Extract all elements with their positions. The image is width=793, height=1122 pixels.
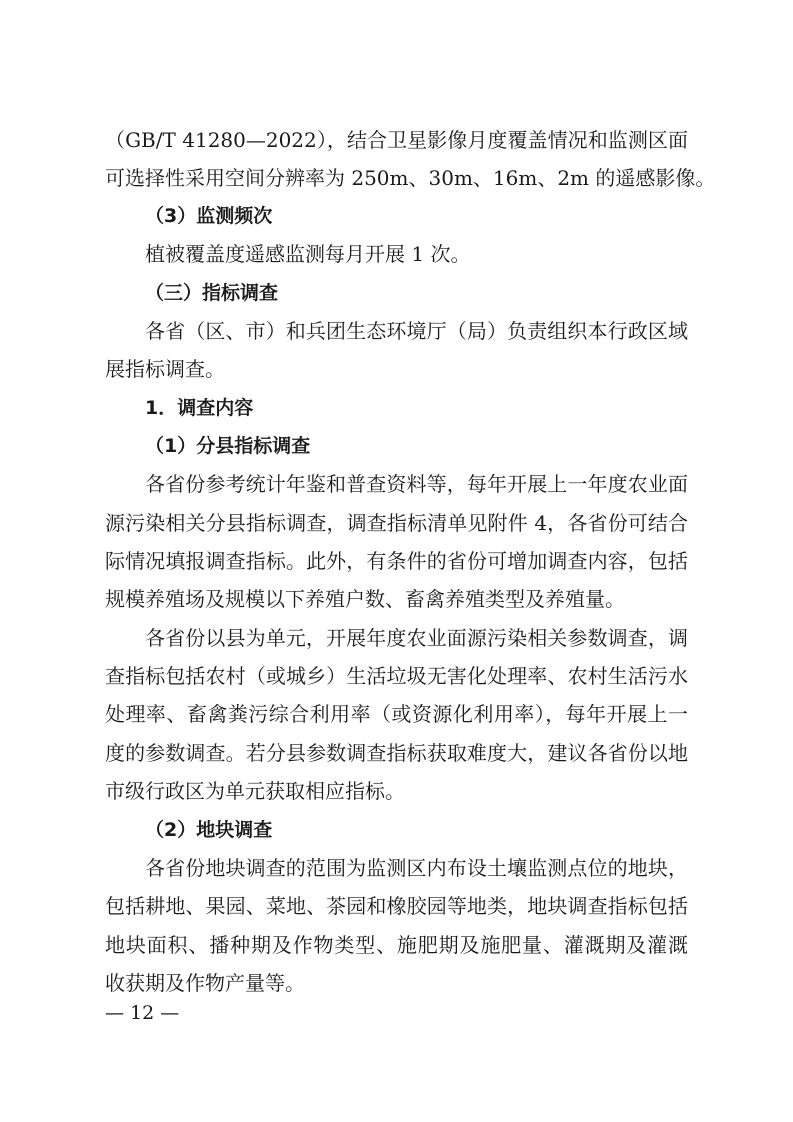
heading-text: （3）监测频次 [145, 205, 273, 227]
line-text: 源污染相关分县指标调查，调查指标清单见附件 4，各省份可结合 [105, 511, 688, 535]
line-text: 度的参数调查。若分县参数调查指标获取难度大，建议各省份以地 [105, 741, 688, 765]
line-text: 可选择性采用空间分辨率为 250m、30m、16m、2m 的遥感影像。 [105, 166, 716, 190]
line-text: 各省份以县为单元，开展年度农业面源污染相关参数调查，调 [145, 626, 688, 650]
line-text: 地块面积、播种期及作物类型、施肥期及施肥量、灌溉期及灌溉 [105, 933, 688, 957]
line-text: 际情况填报调查指标。此外，有条件的省份可增加调查内容，包括 [105, 549, 688, 573]
line-text: 市级行政区为单元获取相应指标。 [105, 779, 405, 803]
heading-text: （1）分县指标调查 [145, 435, 311, 457]
line-text: 规模养殖场及规模以下养殖户数、畜禽养殖类型及养殖量。 [105, 587, 625, 611]
line-text: 各省份参考统计年鉴和普查资料等，每年开展上一年度农业面 [145, 472, 688, 496]
line-text: 各省份地块调查的范围为监测区内布设土壤监测点位的地块， [145, 856, 688, 880]
line-text: 收获期及作物产量等。 [105, 971, 305, 995]
line-text: 植被覆盖度遥感监测每月开展 1 次。 [145, 242, 471, 266]
heading-text: （2）地块调查 [145, 819, 273, 841]
line-text: （GB/T 41280—2022），结合卫星影像月度覆盖情况和监测区面 [105, 128, 688, 152]
line-text: 处理率、畜禽粪污综合利用率（或资源化利用率），每年开展上一 [105, 702, 688, 726]
line-text: 展指标调查。 [105, 357, 225, 381]
line-text: 各省（区、市）和兵团生态环境厅（局）负责组织本行政区域 [145, 319, 688, 343]
page-number: — 12 — [105, 1002, 180, 1024]
line-text: 包括耕地、果园、菜地、茶园和橡胶园等地类，地块调查指标包括 [105, 894, 688, 918]
line-text: 查指标包括农村（或城乡）生活垃圾无害化处理率、农村生活污水 [105, 664, 688, 688]
heading-text: （三）指标调查 [145, 282, 279, 304]
heading-text: 1．调查内容 [145, 397, 254, 419]
